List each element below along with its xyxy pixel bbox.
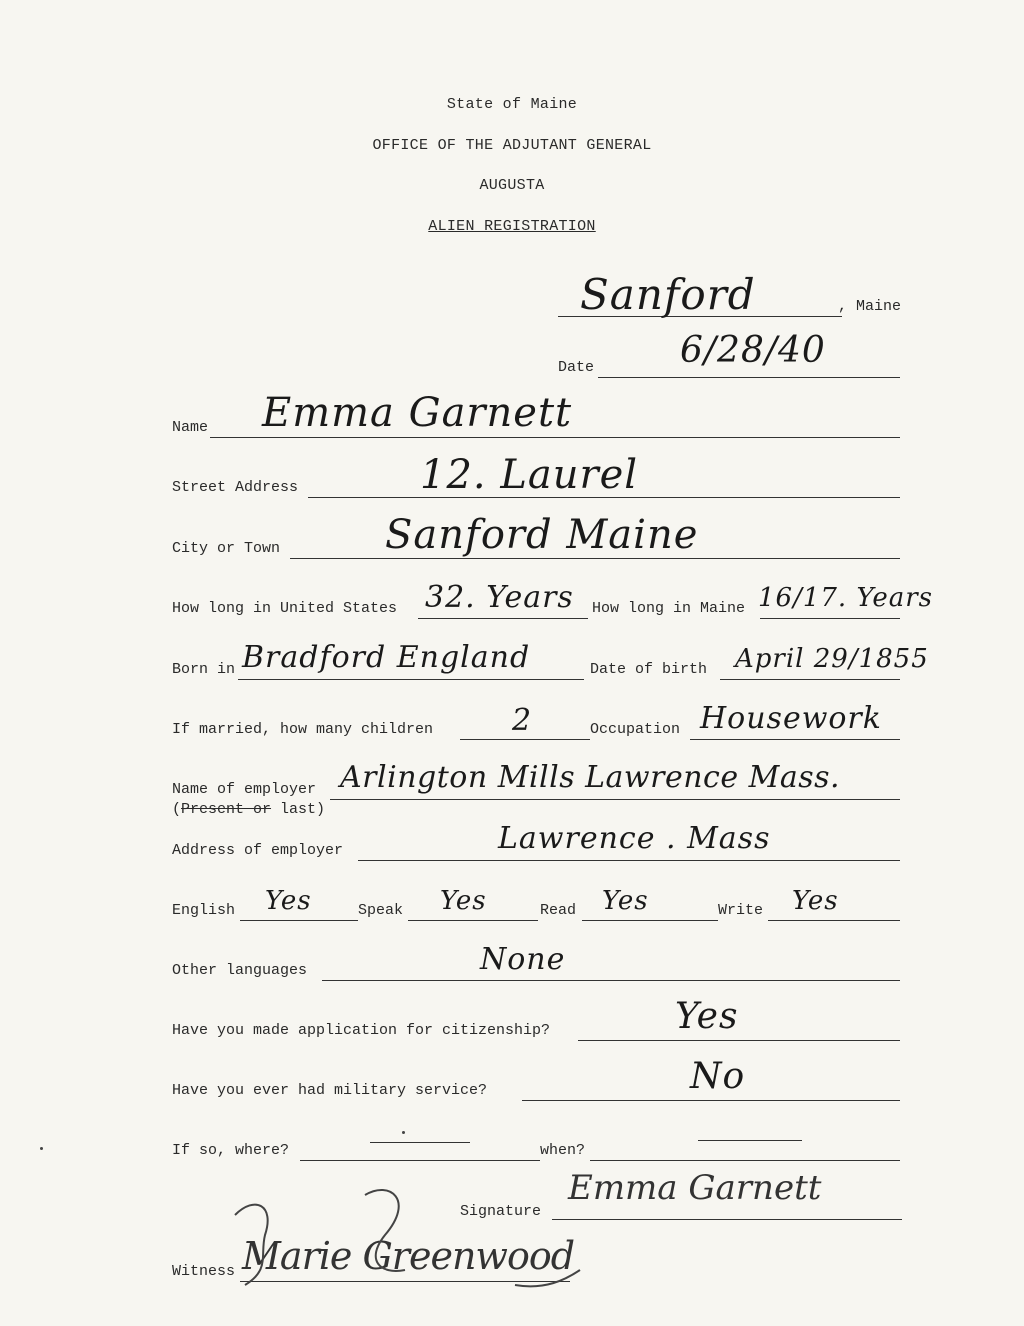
children-label: If married, how many children: [172, 721, 434, 738]
how-long-maine-line: [760, 618, 900, 619]
children-line: [460, 739, 590, 740]
witness-label: Witness: [172, 1263, 236, 1280]
name-line: [210, 437, 900, 438]
witness-signature: Marie Greenwood: [242, 1234, 575, 1278]
employer-line: [330, 799, 900, 800]
other-languages-line: [322, 980, 900, 981]
write-value: Yes: [792, 886, 839, 916]
how-long-us-label: How long in United States: [172, 600, 398, 617]
employer-address-label: Address of employer: [172, 842, 344, 859]
street-address-label: Street Address: [172, 479, 299, 496]
other-languages-value: None: [480, 942, 566, 977]
occupation-value: Housework: [700, 701, 882, 736]
english-value: Yes: [265, 886, 312, 916]
military-line: [522, 1100, 900, 1101]
town-value: Sanford: [580, 270, 756, 319]
occupation-label: Occupation: [590, 721, 681, 738]
form-title: ALIEN REGISTRATION: [428, 218, 596, 235]
date-of-birth-label: Date of birth: [590, 661, 708, 678]
city-value: Sanford Maine: [385, 512, 699, 558]
english-label: English: [172, 902, 236, 919]
read-label: Read: [540, 902, 577, 919]
when-line: [590, 1160, 900, 1161]
read-value: Yes: [602, 886, 649, 916]
how-long-maine-value: 16/17. Years: [758, 583, 934, 613]
maine-label: , Maine: [838, 298, 902, 315]
where-dot: [402, 1131, 405, 1134]
born-in-line: [238, 679, 584, 680]
speak-label: Speak: [358, 902, 404, 919]
employer-value: Arlington Mills Lawrence Mass.: [340, 760, 841, 795]
date-value: 6/28/40: [680, 330, 826, 371]
citizenship-line: [578, 1040, 900, 1041]
when-dash: [698, 1140, 802, 1141]
stray-mark: [40, 1147, 43, 1150]
how-long-us-line: [418, 618, 588, 619]
date-label: Date: [558, 359, 595, 376]
military-value: No: [690, 1056, 746, 1097]
date-of-birth-line: [720, 679, 900, 680]
where-label: If so, where?: [172, 1142, 290, 1159]
write-line: [768, 920, 900, 921]
other-languages-label: Other languages: [172, 962, 308, 979]
name-label: Name: [172, 419, 209, 436]
office-heading: OFFICE OF THE ADJUTANT GENERAL: [372, 137, 652, 154]
state-heading: State of Maine: [446, 96, 578, 113]
street-address-value: 12. Laurel: [420, 452, 639, 498]
born-in-label: Born in: [172, 661, 236, 678]
city-label: City or Town: [172, 540, 281, 557]
how-long-us-value: 32. Years: [425, 580, 574, 615]
signature-label: Signature: [460, 1203, 542, 1220]
born-in-value: Bradford England: [242, 640, 531, 675]
city-line: [290, 558, 900, 559]
date-line: [598, 377, 900, 378]
citizenship-value: Yes: [675, 996, 739, 1037]
when-label: when?: [540, 1142, 586, 1159]
military-label: Have you ever had military service?: [172, 1082, 488, 1099]
employer-label: Name of employer: [172, 781, 317, 798]
read-line: [582, 920, 718, 921]
signature-value: Emma Garnett: [568, 1168, 822, 1208]
speak-value: Yes: [440, 886, 487, 916]
write-label: Write: [718, 902, 764, 919]
witness-flourish: [215, 1175, 595, 1305]
children-value: 2: [512, 703, 533, 738]
where-dash: [370, 1142, 470, 1143]
occupation-line: [690, 739, 900, 740]
signature-line: [552, 1219, 902, 1220]
employer-address-line: [358, 860, 900, 861]
where-line: [300, 1160, 540, 1161]
english-line: [240, 920, 358, 921]
date-of-birth-value: April 29/1855: [735, 644, 929, 674]
how-long-maine-label: How long in Maine: [592, 600, 746, 617]
speak-line: [408, 920, 538, 921]
employer-address-value: Lawrence . Mass: [498, 821, 771, 856]
name-value: Emma Garnett: [262, 390, 573, 436]
employer-note: (Present or last): [172, 801, 326, 818]
citizenship-label: Have you made application for citizenship?: [172, 1022, 551, 1039]
city-heading: AUGUSTA: [479, 177, 545, 194]
